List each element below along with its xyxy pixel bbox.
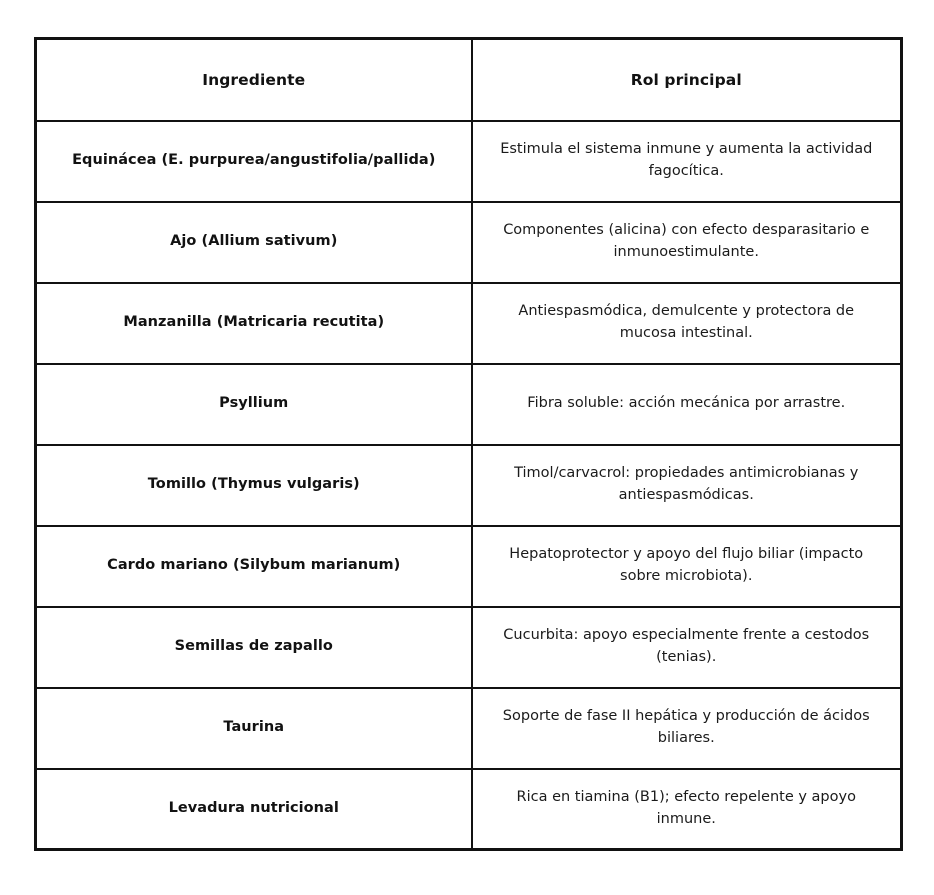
table-header (36, 39, 902, 121)
column-header-role: Rol principal (472, 39, 902, 121)
cell-role: Timol/carvacrol: propiedades antimicrobianas y antiespasmódicas. (472, 445, 902, 526)
cell-role: Soporte de fase II hepática y producción de ácidos biliares. (472, 688, 902, 769)
cell-role: Estimula el sistema inmune y aumenta la actividad fagocítica. (472, 121, 902, 202)
ingredients-table (34, 37, 903, 851)
cell-role: Rica en tiamina (B1); efecto repelente y apoyo inmune. (472, 769, 902, 850)
column-header-ingredient: Ingrediente (36, 39, 472, 121)
table-row (36, 769, 902, 850)
table-row (36, 202, 902, 283)
table-header-row (36, 39, 902, 121)
table-row (36, 688, 902, 769)
table-body (36, 121, 902, 850)
cell-ingredient: Ajo (Allium sativum) (36, 202, 472, 283)
table-row (36, 121, 902, 202)
table-row (36, 364, 902, 445)
table-row (36, 526, 902, 607)
table-row (36, 283, 902, 364)
cell-ingredient: Psyllium (36, 364, 472, 445)
cell-role: Cucurbita: apoyo especialmente frente a cestodos (tenias). (472, 607, 902, 688)
cell-ingredient: Manzanilla (Matricaria recutita) (36, 283, 472, 364)
cell-ingredient: Cardo mariano (Silybum marianum) (36, 526, 472, 607)
cell-role: Antiespasmódica, demulcente y protectora de mucosa intestinal. (472, 283, 902, 364)
cell-role: Hepatoprotector y apoyo del flujo biliar (impacto sobre microbiota). (472, 526, 902, 607)
cell-ingredient: Semillas de zapallo (36, 607, 472, 688)
cell-role: Fibra soluble: acción mecánica por arrastre. (472, 364, 902, 445)
cell-ingredient: Tomillo (Thymus vulgaris) (36, 445, 472, 526)
cell-role: Componentes (alicina) con efecto desparasitario e inmunoestimulante. (472, 202, 902, 283)
cell-ingredient: Taurina (36, 688, 472, 769)
cell-ingredient: Equinácea (E. purpurea/angustifolia/pallida) (36, 121, 472, 202)
table-row (36, 607, 902, 688)
table-row (36, 445, 902, 526)
cell-ingredient: Levadura nutricional (36, 769, 472, 850)
